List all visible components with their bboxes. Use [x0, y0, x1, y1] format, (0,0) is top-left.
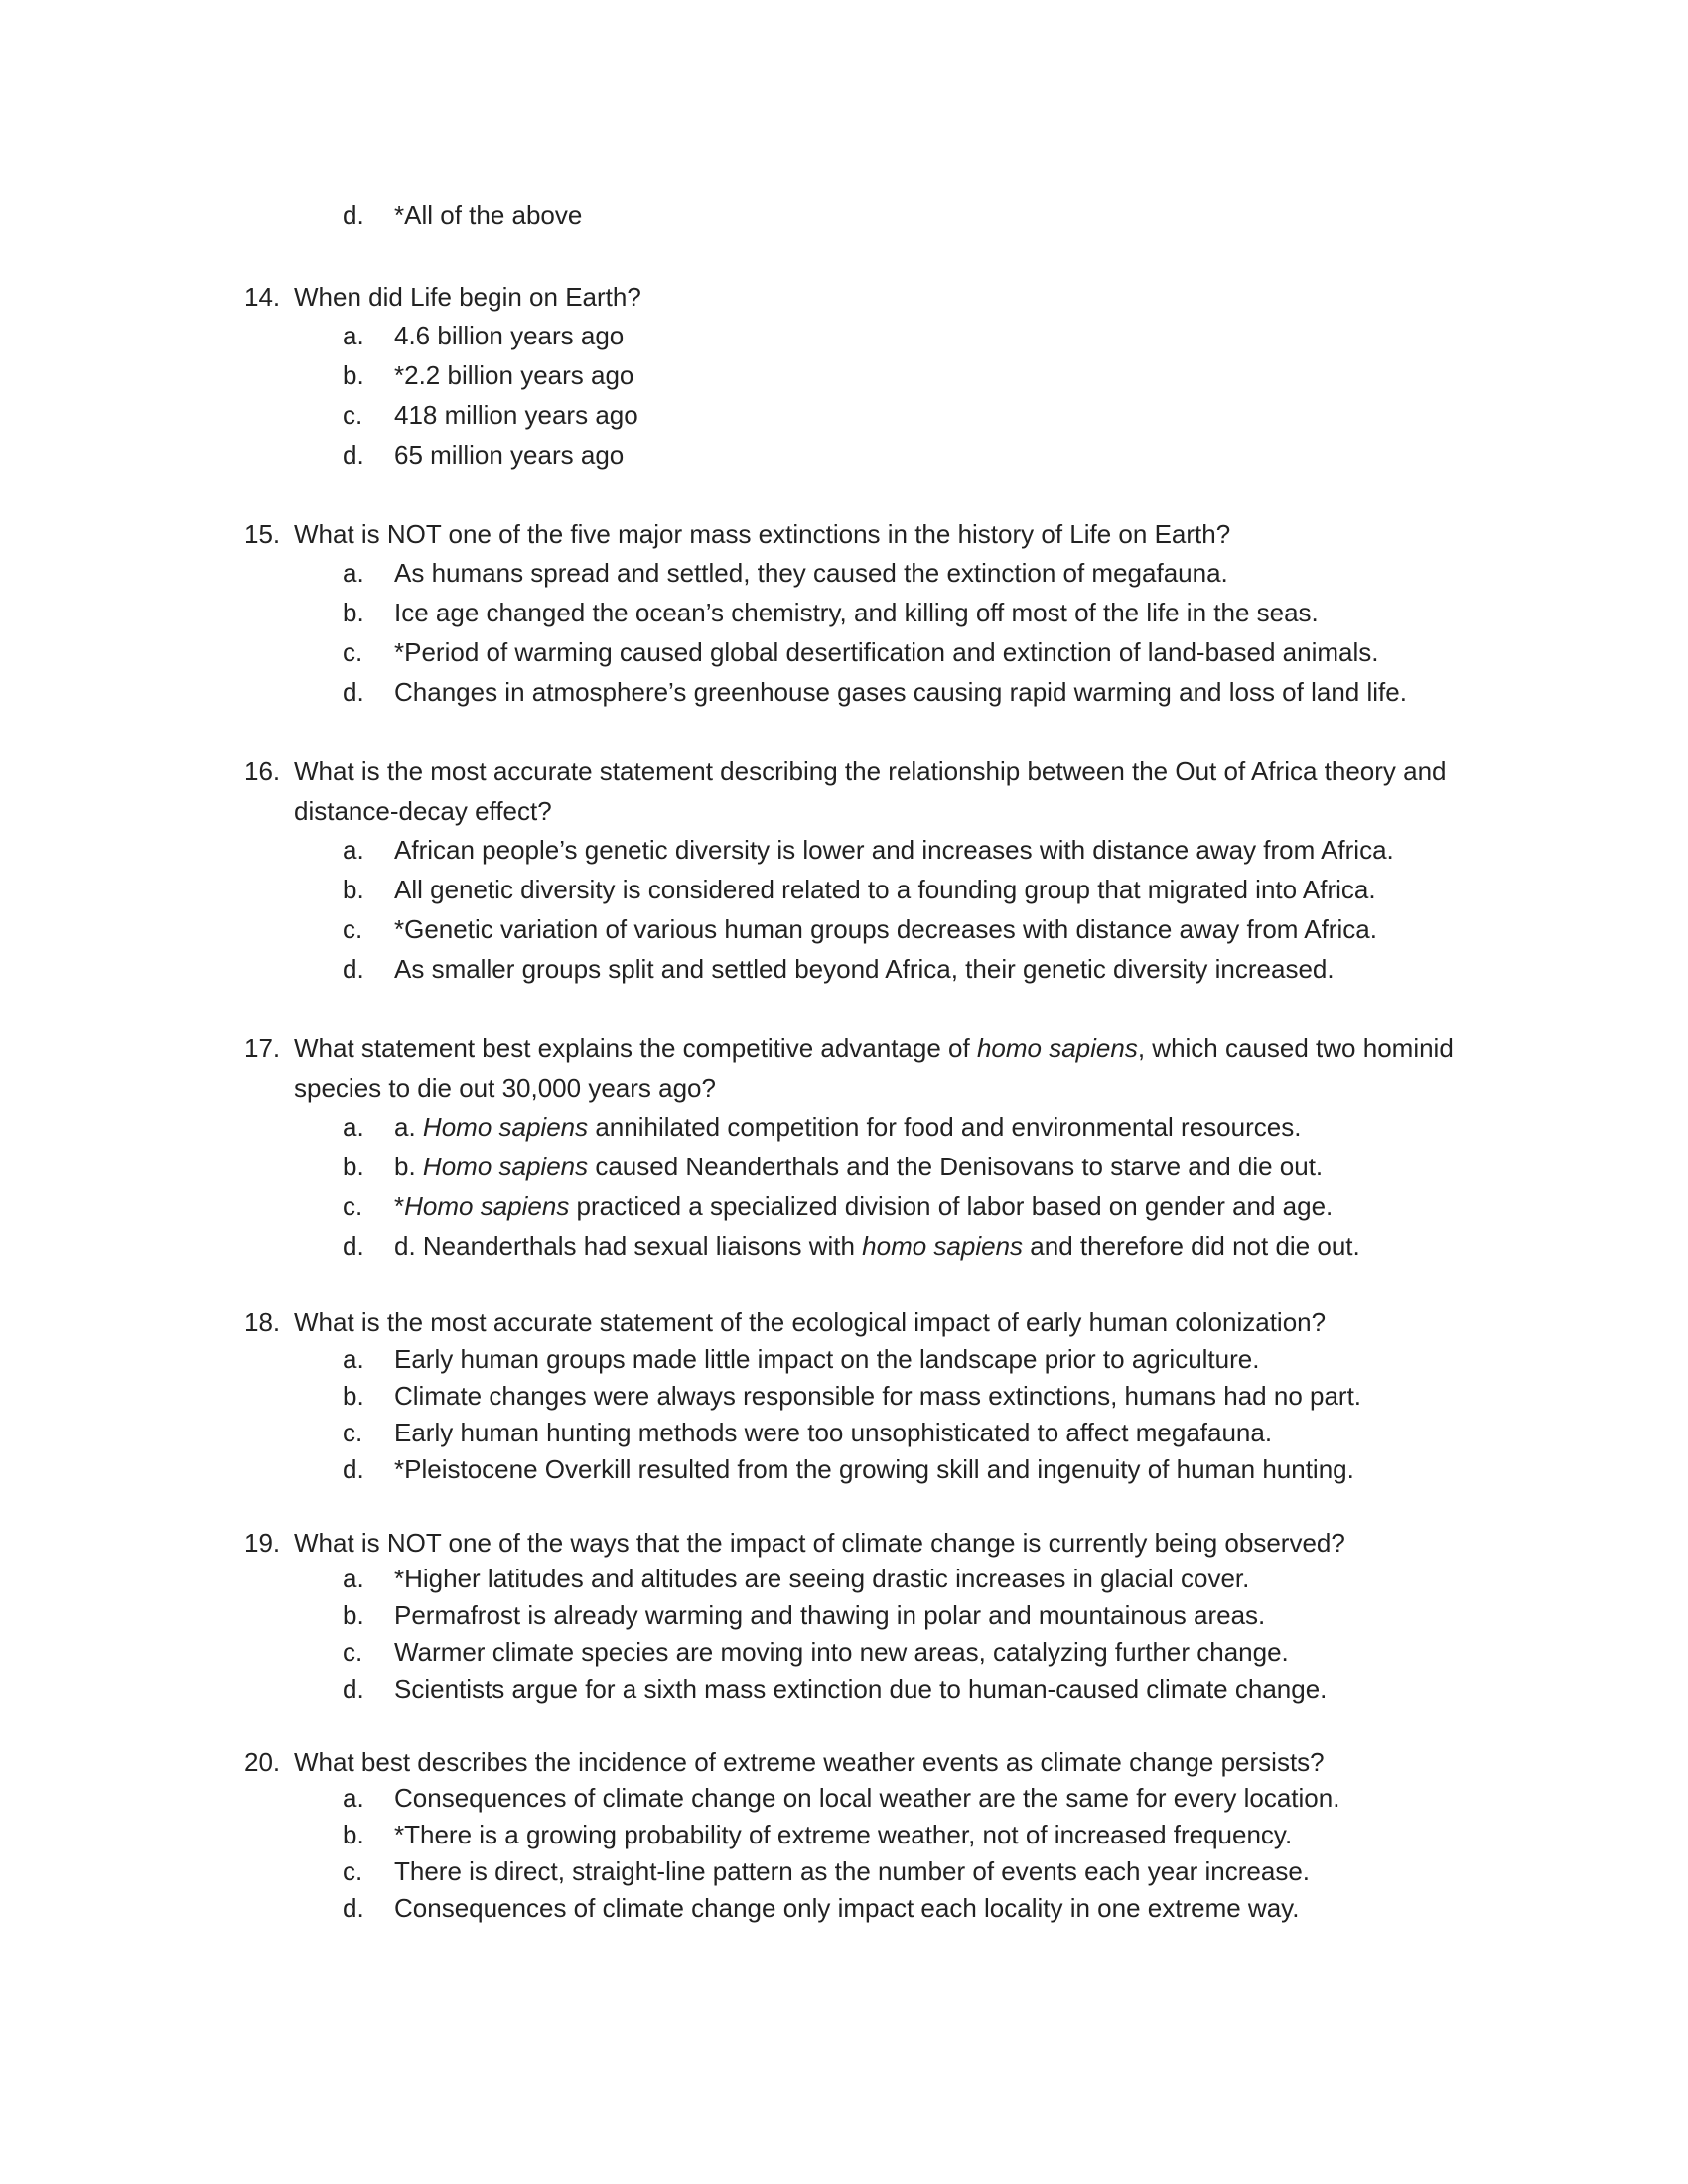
option-text: *Genetic variation of various human groups decreases with distance away from Africa. — [394, 914, 1377, 944]
option-18b — [343, 1378, 1361, 1414]
question-text-before: What statement best explains the competitive advantage of — [294, 1033, 977, 1063]
option-text: Early human hunting methods were too unsophisticated to affect megafauna. — [394, 1418, 1273, 1447]
option-letter: c. — [343, 1418, 363, 1447]
option-letter: c. — [343, 1191, 363, 1221]
option-text-post: annihilated competition for food and environmental resources. — [588, 1112, 1302, 1142]
question-20 — [244, 1742, 1485, 1782]
option-text-pre: a. — [394, 1112, 423, 1142]
option-letter: b. — [343, 1820, 364, 1849]
question-15 — [244, 514, 1485, 554]
option-text-post: and therefore did not die out. — [1023, 1231, 1360, 1261]
question-text: When did Life begin on Earth? — [294, 282, 641, 312]
option-text: There is direct, straight-line pattern as the number of events each year increase. — [394, 1856, 1311, 1886]
question-number: 14. — [244, 282, 281, 312]
option-text: *Pleistocene Overkill resulted from the growing skill and ingenuity of human hunting. — [394, 1454, 1354, 1484]
option-letter: a. — [343, 1783, 364, 1813]
question-text — [244, 1028, 1485, 1108]
option-text: 418 million years ago — [394, 400, 638, 430]
option-letter: a. — [343, 1564, 364, 1593]
option-15b — [343, 595, 1319, 630]
option-letter: d. — [343, 1893, 364, 1923]
option-letter: b. — [343, 1152, 364, 1181]
question-18 — [244, 1302, 1485, 1342]
question-17 — [244, 1028, 1485, 1108]
option-text: 4.6 billion years ago — [394, 321, 625, 350]
option-letter: b. — [343, 598, 364, 627]
option-text: *Higher latitudes and altitudes are seeing drastic increases in glacial cover. — [394, 1564, 1250, 1593]
option-17b — [343, 1149, 1323, 1184]
question-number: 18. — [244, 1307, 281, 1337]
option-14c — [343, 397, 638, 433]
option-text: 65 million years ago — [394, 440, 625, 470]
option-19a — [343, 1561, 1249, 1596]
question-number: 16. — [244, 756, 281, 786]
option-letter: d. — [343, 677, 364, 707]
option-text: As humans spread and settled, they caused the extinction of megafauna. — [394, 558, 1228, 588]
question-number: 19. — [244, 1528, 281, 1558]
option-20c — [343, 1853, 1310, 1889]
option-20a — [343, 1780, 1339, 1816]
option-text: *There is a growing probability of extreme weather, not of increased frequency. — [394, 1820, 1293, 1849]
question-text: What is NOT one of the five major mass extinctions in the history of Life on Earth? — [294, 519, 1231, 549]
species-name-italic: homo sapiens — [976, 1033, 1138, 1063]
option-text-italic: Homo sapiens — [404, 1191, 570, 1221]
option-letter: a. — [343, 1112, 364, 1142]
option-letter: c. — [343, 914, 363, 944]
option-letter: d. — [343, 1674, 364, 1704]
option-letter: a. — [343, 558, 364, 588]
question-14 — [244, 277, 1485, 317]
option-19c — [343, 1634, 1289, 1670]
option-18c — [343, 1415, 1272, 1450]
question-number: 17. — [244, 1033, 281, 1063]
option-text: As smaller groups split and settled beyond Africa, their genetic diversity increased. — [394, 954, 1335, 984]
option-letter: a. — [343, 321, 364, 350]
option-text-italic: homo sapiens — [862, 1231, 1024, 1261]
option-text-pre: d. Neanderthals had sexual liaisons with — [394, 1231, 863, 1261]
option-letter: d. — [343, 954, 364, 984]
option-letter: c. — [343, 1856, 363, 1886]
option-18d — [343, 1451, 1354, 1487]
option-letter: a. — [343, 1344, 364, 1374]
option-15c — [343, 634, 1378, 670]
option-text: *Period of warming caused global desertification and extinction of land-based animals. — [394, 637, 1379, 667]
option-text: Warmer climate species are moving into new areas, catalyzing further change. — [394, 1637, 1289, 1667]
question-text: What best describes the incidence of extreme weather events as climate change persists? — [294, 1747, 1325, 1777]
question-number: 20. — [244, 1747, 281, 1777]
option-16d — [343, 951, 1335, 987]
option-text: Scientists argue for a sixth mass extinction due to human-caused climate change. — [394, 1674, 1328, 1704]
option-17c — [343, 1188, 1333, 1224]
question-19 — [244, 1523, 1485, 1563]
option-19b — [343, 1597, 1265, 1633]
option-letter: b. — [343, 1381, 364, 1411]
option-letter: d. — [343, 1231, 364, 1261]
option-20b — [343, 1817, 1292, 1852]
option-16c — [343, 911, 1377, 947]
carryover-option — [343, 198, 582, 233]
option-16a — [343, 832, 1394, 868]
option-15a — [343, 555, 1228, 591]
option-17a — [343, 1109, 1301, 1145]
option-letter: c. — [343, 1637, 363, 1667]
question-number: 15. — [244, 519, 281, 549]
option-14b — [343, 357, 633, 393]
question-text-after: , which caused two hominid species to die out 30,000 years ago? — [294, 1033, 1454, 1103]
option-text-italic: Homo sapiens — [422, 1152, 589, 1181]
question-text: What is NOT one of the ways that the impact of climate change is currently being observed? — [294, 1528, 1345, 1558]
option-letter: c. — [343, 637, 363, 667]
question-text: What is the most accurate statement describing the relationship between the Out of Africa theory and distance-decay effect? — [294, 756, 1447, 826]
option-18a — [343, 1341, 1259, 1377]
option-20d — [343, 1890, 1299, 1926]
option-text: *All of the above — [394, 201, 583, 230]
option-letter: b. — [343, 875, 364, 904]
option-text: Consequences of climate change only impact each locality in one extreme way. — [394, 1893, 1300, 1923]
option-letter: b. — [343, 1600, 364, 1630]
option-text: African people’s genetic diversity is lower and increases with distance away from Africa. — [394, 835, 1394, 865]
option-19d — [343, 1671, 1327, 1706]
option-text: Early human groups made little impact on the landscape prior to agriculture. — [394, 1344, 1260, 1374]
option-text-pre: * — [394, 1191, 405, 1221]
option-14d — [343, 437, 624, 473]
option-letter: d. — [343, 440, 364, 470]
option-text: Permafrost is already warming and thawing in polar and mountainous areas. — [394, 1600, 1266, 1630]
option-14a — [343, 318, 624, 353]
option-text: Consequences of climate change on local weather are the same for every location. — [394, 1783, 1340, 1813]
question-16 — [244, 751, 1485, 831]
question-text: What is the most accurate statement of the ecological impact of early human colonization? — [294, 1307, 1327, 1337]
option-text-post: caused Neanderthals and the Denisovans to starve and die out. — [588, 1152, 1324, 1181]
option-15d — [343, 674, 1407, 710]
option-letter: a. — [343, 835, 364, 865]
option-letter: b. — [343, 360, 364, 390]
option-text-pre: b. — [394, 1152, 423, 1181]
option-text: Changes in atmosphere’s greenhouse gases causing rapid warming and loss of land life. — [394, 677, 1407, 707]
option-letter: c. — [343, 400, 363, 430]
option-letter: d. — [343, 1454, 364, 1484]
option-text: *2.2 billion years ago — [394, 360, 634, 390]
option-16b — [343, 872, 1376, 907]
option-text-post: practiced a specialized division of labor based on gender and age. — [569, 1191, 1334, 1221]
option-text-italic: Homo sapiens — [422, 1112, 589, 1142]
option-text: Climate changes were always responsible for mass extinctions, humans had no part. — [394, 1381, 1362, 1411]
option-17d — [343, 1228, 1360, 1264]
option-text: All genetic diversity is considered related to a founding group that migrated into Africa. — [394, 875, 1376, 904]
option-letter: d. — [343, 201, 364, 230]
option-text: Ice age changed the ocean’s chemistry, and killing off most of the life in the seas. — [394, 598, 1319, 627]
